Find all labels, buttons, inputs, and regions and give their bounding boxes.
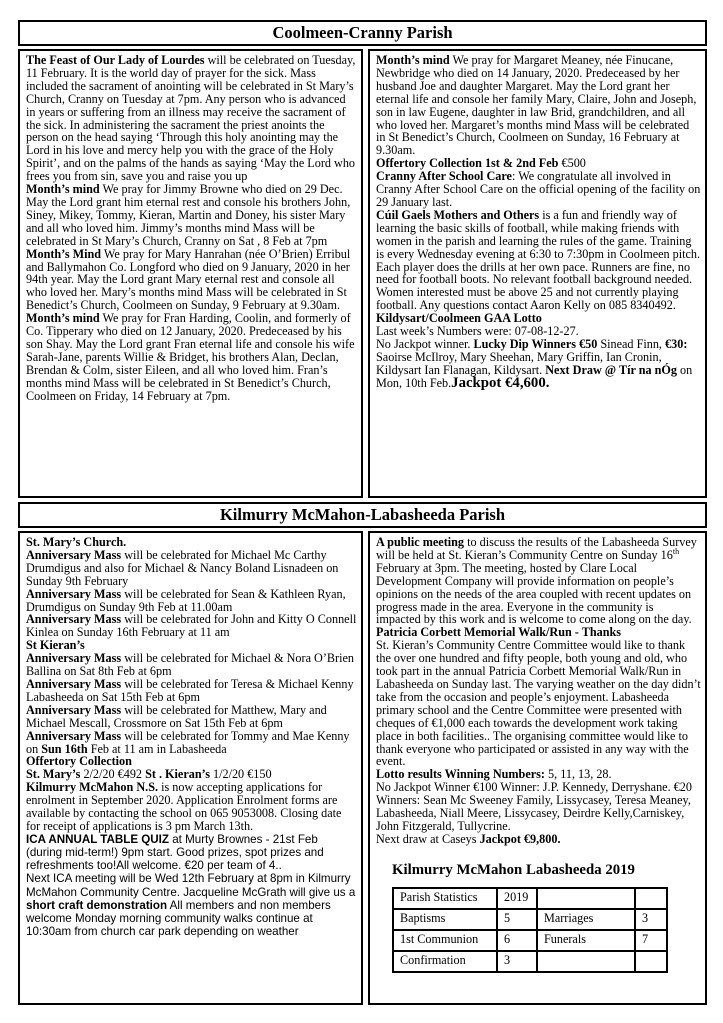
coolmeen-columns (18, 49, 707, 498)
paragraph (26, 678, 357, 704)
text-run: on Mon, 10th Feb. (376, 362, 693, 390)
text-run: will be celebrated for Sean & Kathleen Ryan, Drumdigus on Sunday 9th Feb at 11.00am (26, 586, 346, 614)
text-run: will be celebrated for Michael & Nora O’Brien Ballina on Sat 8th Feb at 6pm (26, 651, 354, 679)
parish-statistics-table (392, 887, 668, 973)
kilmurry-right-text (376, 536, 701, 846)
kilmurry-left-column (18, 531, 363, 1005)
stats-cell (635, 951, 667, 972)
stats-cell: Marriages (537, 909, 635, 930)
paragraph (376, 536, 701, 626)
stats-cell: Baptisms (393, 909, 497, 930)
table-row (393, 888, 667, 909)
text-run: We pray for Mary Hanrahan (née O’Brien) Erribul and Ballymahon Co. Longford who died on 9 January, 2020 in her 94th year. May the Lord grant Mary eternal rest and console all who loved her. Mary’s months mind Mass will be celebrated in St Benedict’s Church, Coolmeen on Sunday, 9 February at 9.30am. (26, 246, 351, 313)
stats-cell: Funerals (537, 930, 635, 951)
text-run: No Jackpot winner. (376, 336, 474, 351)
text-run: Cranny After School Care (376, 169, 512, 184)
section-title-text: Kilmurry McMahon-Labasheeda Parish (219, 505, 506, 524)
paragraph (26, 613, 357, 639)
paragraph (376, 170, 701, 209)
paragraph (376, 54, 701, 157)
paragraph (26, 872, 357, 938)
text-run: Anniversary Mass (26, 586, 122, 601)
text-run: Next draw at Caseys (376, 831, 480, 846)
text-run: will be celebrated on Tuesday, 11 February. It is the world day of prayer for the sick. Mass included the sacrament of anointing will be celebrated in St Mary’s Church, Cranny on Tuesday at 7pm. Any person who is advanced in years or suffering from an illness may receive the sacrament of the sick. In administering the sacrament the priest anoints the person on the head saying ‘Through this holy anointing may the Lord in his love and mercy help you with the grace of the Holy Spirit’, and on the palms of the hands as saying ‘May the Lord who frees you from sin, save you and raise you up (26, 53, 356, 184)
text-run: Kildysart/Coolmeen GAA Lotto (376, 311, 542, 326)
text-run: St Kieran’s (26, 638, 85, 653)
text-run: St . Kieran’s (145, 767, 210, 782)
paragraph (376, 833, 701, 846)
stats-cell (537, 951, 635, 972)
text-run: Jackpot €9,800. (479, 831, 561, 846)
table-row (393, 909, 667, 930)
stats-cell: Confirmation (393, 951, 497, 972)
paragraph (26, 248, 357, 313)
paragraph (26, 183, 357, 248)
text-run: Sun 16th (41, 741, 88, 756)
kilmurry-right-column (368, 531, 707, 1005)
parish-statistics-heading: Kilmurry McMahon Labasheeda 2019 (392, 861, 635, 878)
text-run: to discuss the results of the Labasheeda Survey will be held at St. Kieran’s Community Centre on Sunday 16 (376, 535, 697, 562)
text-run: All members and non members welcome Monday morning community walks continue at 10:30am from church car park depending on weather (26, 898, 331, 939)
text-run: is a fun and friendly way of learning the basic skills of football, while making friends with women in the parish and learning the rules of the game. Training is every Wednesday evening at 6:30 to 7:30pm in Coolmeen pitch. Each player does the drills at her own pace. Runners are fine, no need for football boots. No relevant football background needed. Women interested must be above 25 and not currently playing football. Any questions contact Aaron Kelly on 085 8340492. (376, 207, 701, 313)
text-run: Jackpot €4,600. (451, 374, 550, 391)
text-run: 5, 11, 13, 28. (544, 767, 612, 782)
text-run: Sinead Finn, (597, 336, 666, 351)
stats-cell: 6 (497, 930, 537, 951)
section-coolmeen-cranny (18, 20, 707, 498)
coolmeen-right-column (368, 49, 707, 498)
text-run: We pray for Margaret Meaney, née Finucane, Newbridge who died on 14 January, 2020. Predeceased by her husband Joe and daughter Margaret. May the Lord grant her eternal life and console her family Mary, Claire, John and Joseph, son in law Eugene, daughter in law Brid, grandchildren, and all who loved her. Margaret’s months mind Mass will be celebrated in St Benedict’s Church, Coolmeen on Sunday, 16 February at 9.30am. (376, 53, 697, 158)
text-run: €500 (558, 156, 586, 171)
stats-cell: 7 (635, 930, 667, 951)
section-title-kilmurry-labasheeda (18, 502, 707, 528)
text-run: Anniversary Mass (26, 651, 122, 666)
text-run: Next Draw @ Tír na nÓg (545, 362, 677, 377)
text-run: will be celebrated for Tommy and Mae Kenny on (26, 728, 350, 756)
paragraph (26, 833, 357, 873)
text-run: Kilmurry McMahon N.S. (26, 780, 159, 795)
stats-cell (635, 888, 667, 909)
text-run: Anniversary Mass (26, 728, 122, 743)
text-run: th (672, 546, 680, 556)
text-run: is now accepting applications for enrolment in September 2020. Application Enrolment forms are available by contacting the school on 065 9053008. Closing date for receipt of applications is 3 pm March 13th. (26, 780, 342, 833)
kilmurry-columns (18, 531, 707, 1005)
text-run: short craft demonstration (26, 898, 168, 912)
text-run: €30: (665, 336, 688, 351)
stats-cell: 3 (497, 951, 537, 972)
text-run: Next ICA meeting will be Wed 12th February at 8pm in Kilmurry McMahon Community Centre. Jacqueline McGrath will give us a (26, 872, 356, 899)
text-run: will be celebrated for John and Kitty O Connell Kinlea on Sunday 16th February at 11 am (26, 612, 357, 640)
text-run: Anniversary Mass (26, 676, 122, 691)
text-run: Saoirse McIlroy, Mary Sheehan, Mary Griffin, Ian Cronin, Kildysart Ian Flanagan, Kildysart. (376, 349, 662, 377)
stats-cell: 5 (497, 909, 537, 930)
text-run: Anniversary Mass (26, 547, 122, 562)
paragraph (376, 338, 701, 390)
text-run: Lotto results Winning Numbers: (376, 767, 545, 782)
text-run: February at 3pm. The meeting, hosted by Clare Local Development Company will provide information on people’s opinions on the needs of the area coupled with recent updates on progress made in the area. Everyone in the community is impacted by this work and is welcome to come along on the day. (376, 560, 692, 627)
text-run: will be celebrated for Teresa & Michael Kenny Labasheeda on Sat 15th Feb at 6pm (26, 676, 354, 704)
stats-cell: Parish Statistics (393, 888, 497, 909)
text-run: Month’s mind (26, 311, 100, 326)
paragraph (376, 781, 701, 833)
text-run: 1/2/20 €150 (209, 767, 272, 782)
text-run: Offertory Collection 1st & 2nd Feb (376, 156, 559, 171)
text-run: Patricia Corbett Memorial Walk/Run - Thanks (376, 625, 621, 640)
paragraph (26, 652, 357, 678)
text-run: St. Kieran’s Community Centre Committee would like to thank the over one hundred and fifty people, both young and old, who took part in the annual Patricia Corbett Memorial Walk/Run in Labasheeda on Sunday last. The varying weather on the day didn’t take from the occasion and people’s enjoyment. Labasheeda primary school and the Centre Committee were presented with cheques of €1,000 each towards the development work taking place in both facilities.. The organising committee would like to thank everyone who participated or assisted in any way with the event. (376, 638, 701, 769)
text-run: Last week’s Numbers were: 07-08-12-27. (376, 324, 579, 339)
text-run: : We congratulate all involved in Cranny After School Care on the official opening of the facility on 29 January last. (376, 169, 701, 209)
section-kilmurry-labasheeda (18, 502, 707, 1005)
section-title-text: Coolmeen-Cranny Parish (272, 23, 453, 42)
text-run: Cúil Gaels Mothers and Others (376, 207, 540, 222)
text-run: We pray for Jimmy Browne who died on 29 Dec. May the Lord grant him eternal rest and console his brothers John, Siney, Mikey, Tommy, Kieran, Martin and Doney, his sister Mary and all who loved him. Jimmy’s months mind Mass will be celebrated in St Mary’s Church, Cranny on Sat , 8 Feb at 7pm (26, 182, 351, 248)
text-run: Month’s Mind (26, 246, 102, 261)
stats-cell: 1st Communion (393, 930, 497, 951)
text-run: Anniversary Mass (26, 702, 122, 717)
text-run: No Jackpot Winner €100 Winner: J.P. Kennedy, Derryshane. €20 Winners: Sean Mc Sweeney Family, Lissycasey, Teresa Meaney, Labasheeda, Niall Meere, Lissycasey, Deirdre Kelly,Carniskey, John Fitzgerald, Tullycrine. (376, 780, 692, 833)
table-row (393, 930, 667, 951)
paragraph (376, 639, 701, 768)
paragraph (26, 54, 357, 183)
text-run: St. Mary’s Church. (26, 535, 127, 549)
stats-cell (537, 888, 635, 909)
stats-cell: 3 (635, 909, 667, 930)
text-run: The Feast of Our Lady of Lourdes (26, 53, 205, 67)
text-run: Offertory Collection (26, 754, 132, 769)
text-run: St. Mary’s (26, 767, 81, 782)
paragraph (26, 730, 357, 756)
coolmeen-left-column (18, 49, 363, 498)
section-title-coolmeen-cranny (18, 20, 707, 46)
text-run: Anniversary Mass (26, 612, 122, 627)
stats-cell: 2019 (497, 888, 537, 909)
paragraph (26, 781, 357, 833)
paragraph (376, 209, 701, 312)
paragraph (26, 549, 357, 588)
text-run: will be celebrated for Matthew, Mary and Michael Mescall, Crossmore on Sat 15th Feb at 6pm (26, 702, 327, 730)
text-run: Feb at 11 am in Labasheeda (87, 741, 227, 756)
text-run: Month’s mind (26, 182, 100, 197)
paragraph (26, 312, 357, 402)
text-run: ICA ANNUAL TABLE QUIZ (26, 832, 169, 846)
text-run: 2/2/20 €492 (80, 767, 146, 782)
text-run: at Murty Brownes - 21st Feb (during mid-term!) 9pm start. Good prizes, spot prizes and refreshments too!All welcome. €20 per team of 4.. (26, 832, 324, 873)
text-run: Month’s mind (376, 53, 450, 67)
text-run: Lucky Dip Winners €50 (473, 336, 598, 351)
table-row (393, 951, 667, 972)
paragraph (26, 704, 357, 730)
text-run: A public meeting (376, 535, 465, 549)
text-run: We pray for Fran Harding, Coolin, and formerly of Co. Tipperary who died on 12 January, 2020. Predeceased by his son Shay. May the Lord grant Fran eternal life and console his wife Sarah-Jane, parents Willie & Bridget, his brothers Alan, Declan, Brendan & Colm, sister Eileen, and all who loved him. Fran’s months mind Mass will be celebrated in St Benedict’s Church, Coolmeen on Friday, 14 February at 7pm. (26, 311, 355, 403)
text-run: will be celebrated for Michael Mc Carthy Drumdigus and also for Michael & Nancy Boland Lisnadeen on Sunday 9th February (26, 547, 339, 588)
paragraph (26, 588, 357, 614)
